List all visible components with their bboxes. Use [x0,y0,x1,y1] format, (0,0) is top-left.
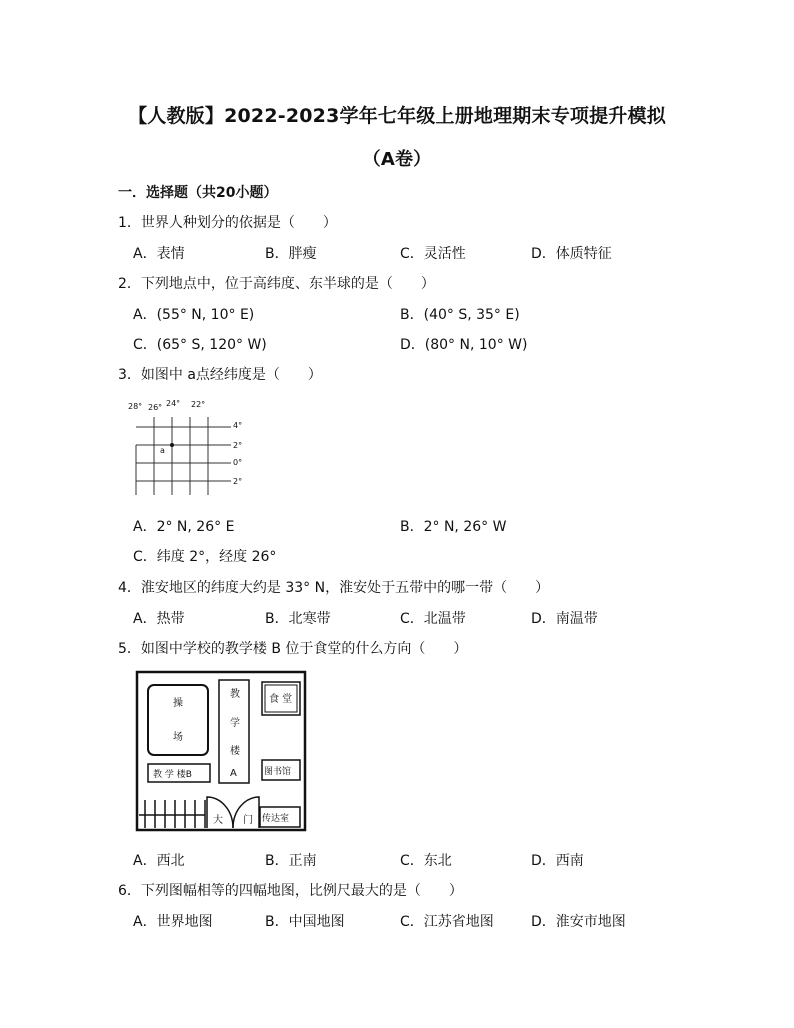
question-2-option-c[interactable]: C．(65° S, 120° W) [133,337,267,353]
playground-label: 操 [173,698,183,709]
building-b-label: 教 学 楼B [153,770,192,780]
page-title: 【人教版】2022-2023学年七年级上册地理期末专项提升模拟 [128,105,666,127]
building-a-label: 教 [230,689,240,700]
question-5-option-a[interactable]: A．西北 [133,853,185,869]
longitude-label: 24° [166,399,181,408]
question-4-option-d[interactable]: D．南温带 [531,611,598,627]
grid-point-a [170,443,174,447]
question-3-option-c[interactable]: C．纬度 2°，经度 26° [133,549,277,565]
section-heading: 一．选择题（共20小题） [118,185,278,201]
question-6-stem: 6．下列图幅相等的四幅地图，比例尺最大的是（ ） [118,883,463,899]
latitude-label: 2° [233,441,243,450]
building-a-label: 楼 [230,746,240,757]
question-5-option-b[interactable]: B．正南 [265,853,317,869]
question-4-option-b[interactable]: B．北寒带 [265,611,331,627]
building-a-label: A [230,768,237,779]
question-4-option-a[interactable]: A．热带 [133,611,185,627]
question-1-option-d[interactable]: D．体质特征 [531,246,612,262]
gate-label: 门 [243,815,253,826]
canteen-label: 食 堂 [269,694,293,705]
question-6-option-a[interactable]: A．世界地图 [133,914,213,930]
gate-label: 大 [213,815,223,826]
question-2-option-d[interactable]: D．(80° N, 10° W) [400,337,528,353]
question-5-option-d[interactable]: D．西南 [531,853,584,869]
point-a-label: a [160,446,165,455]
question-2-option-b[interactable]: B．(40° S, 35° E) [400,307,520,323]
page-subtitle: （A卷） [362,149,432,170]
fence [139,800,205,828]
question-4-stem: 4．淮安地区的纬度大约是 33° N，淮安处于五带中的哪一带（ ） [118,580,550,596]
question-5-option-c[interactable]: C．东北 [400,853,452,869]
question-6-option-b[interactable]: B．中国地图 [265,914,345,930]
latitude-label: 0° [233,458,243,467]
latitude-label: 4° [233,421,243,430]
school-map-figure [135,670,307,832]
lat-long-grid-figure [128,395,258,499]
library-label: 图书馆 [264,767,292,777]
playground [148,685,208,755]
question-1-option-a[interactable]: A．表情 [133,246,185,262]
reception-label: 传达室 [262,814,290,824]
question-5-stem: 5．如图中学校的教学楼 B 位于食堂的什么方向（ ） [118,641,468,657]
longitude-label: 26° [148,403,163,412]
longitude-label: 28° [128,402,143,411]
playground-label: 场 [173,732,183,743]
question-1-option-b[interactable]: B．胖瘦 [265,246,317,262]
latitude-label: 2° [233,477,243,486]
question-1-option-c[interactable]: C．灵活性 [400,246,466,262]
longitude-label: 22° [191,400,206,409]
building-a-label: 学 [230,718,240,729]
question-6-option-d[interactable]: D．淮安市地图 [531,914,626,930]
question-3-stem: 3．如图中 a点经纬度是（ ） [118,367,322,383]
question-3-option-a[interactable]: A．2° N, 26° E [133,519,235,535]
question-2-option-a[interactable]: A．(55° N, 10° E) [133,307,255,323]
question-4-option-c[interactable]: C．北温带 [400,611,466,627]
question-6-option-c[interactable]: C．江苏省地图 [400,914,494,930]
question-2-stem: 2．下列地点中，位于高纬度、东半球的是（ ） [118,276,435,292]
question-1-stem: 1．世界人种划分的依据是（ ） [118,215,337,231]
question-3-option-b[interactable]: B．2° N, 26° W [400,519,507,535]
